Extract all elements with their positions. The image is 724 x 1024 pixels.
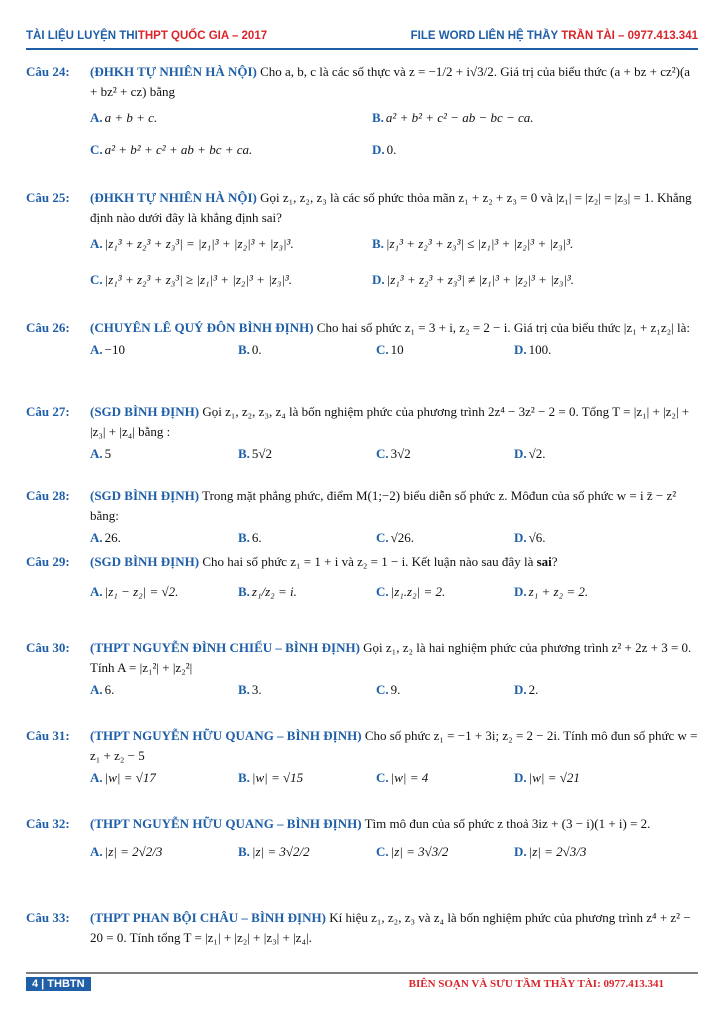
options-row (90, 768, 700, 788)
question-source: (CHUYÊN LÊ QUÝ ĐÔN BÌNH ĐỊNH) (90, 320, 314, 335)
option-d[interactable]: D. z₁ + z₂ = 2. (514, 584, 589, 599)
question-text (90, 908, 700, 948)
option-d[interactable]: D. |z₁³ + z₂³ + z₃³| ≠ |z₁|³ + |z₂|³ + |z₃|³. (372, 272, 575, 287)
options-row-1 (90, 234, 700, 254)
option-d[interactable]: D. √6. (514, 530, 546, 545)
question-stem: Tìm mô đun của số phức z thoả 3iz + (3 − i)(1 + i) = 2. (361, 816, 651, 831)
option-c[interactable]: C. |z| = 3√3/2 (376, 844, 449, 859)
question-emphasis: sai (536, 554, 552, 569)
question-stem: Gọi z₁, z₂, z₃ là các số phức thỏa mãn z₁ + z₂ + z₃ = 0 và |z₁| = |z₂| = |z₃| = 1. Khẳng định nào dưới đây là khẳng định sai? (90, 190, 692, 225)
options-row (90, 340, 700, 360)
option-b[interactable]: B. a² + b² + c² − ab − bc − ca. (372, 110, 534, 125)
question-29 (26, 552, 700, 602)
header-left-b: THPT QUỐC GIA – 2017 (137, 30, 268, 42)
question-number: Câu 26: (26, 320, 70, 335)
question-text (90, 188, 700, 228)
option-b[interactable]: B. z₁/z₂ = i. (238, 584, 297, 599)
question-27 (26, 402, 700, 464)
options-row-2 (90, 270, 700, 290)
option-a[interactable]: A. 26. (90, 530, 121, 545)
options-row-1 (90, 108, 700, 128)
question-number: Câu 28: (26, 488, 70, 503)
option-d[interactable]: D. 100. (514, 342, 552, 357)
question-text (90, 402, 700, 442)
question-source: (SGD BÌNH ĐỊNH) (90, 488, 200, 503)
options-row (90, 582, 700, 602)
option-b[interactable]: B. |z₁³ + z₂³ + z₃³| ≤ |z₁|³ + |z₂|³ + |z₃|³. (372, 236, 574, 251)
option-c[interactable]: C. |w| = 4 (376, 770, 429, 785)
question-stem: Kí hiệu z₁, z₂, z₃ và z₄ là bốn nghiệm phức của phương trình z⁴ + z² − 20 = 0. Tính tổng T = |z₁| + |z₂| + |z₃| + |z₄|. (90, 910, 691, 945)
question-number: Câu 33: (26, 910, 70, 925)
question-stem: Cho hai số phức z₁ = 1 + i và z₂ = 1 − i. Kết luận nào sau đây là (199, 554, 537, 569)
question-stem: Cho hai số phức z₁ = 3 + i, z₂ = 2 − i. Giá trị của biểu thức |z₁ + z₁z₂| là: (313, 320, 690, 335)
option-d[interactable]: D. |z| = 2√3/3 (514, 844, 587, 859)
question-stem: Gọi z₁, z₂ là hai nghiệm phức của phương trình z² + 2z + 3 = 0. Tính A = |z₁²| + |z₂²| (90, 640, 692, 675)
question-source: (THPT NGUYỄN HỮU QUANG – BÌNH ĐỊNH) (90, 728, 362, 743)
question-number: Câu 29: (26, 554, 70, 569)
page-header (26, 30, 698, 48)
option-c[interactable]: C. 10 (376, 342, 404, 357)
header-left-a: TÀI LIỆU LUYỆN THI (26, 30, 138, 42)
option-b[interactable]: B. 3. (238, 682, 262, 697)
options-row (90, 444, 700, 464)
question-source: (THPT PHAN BỘI CHÂU – BÌNH ĐỊNH) (90, 910, 326, 925)
footer-credit: BIÊN SOẠN VÀ SƯU TẦM THẦY TÀI: 0977.413.341 (408, 978, 664, 990)
option-a[interactable]: A. 5 (90, 446, 112, 461)
header-right (411, 30, 698, 42)
question-stem: Trong mặt phẳng phức, điểm M(1;−2) biểu diễn số phức z. Môđun của số phức w = i z̄ − z² bằng: (90, 488, 677, 523)
option-a[interactable]: A. |z₁ − z₂| = √2. (90, 584, 179, 599)
question-30 (26, 638, 700, 700)
option-d[interactable]: D. 0. (372, 142, 397, 157)
question-32 (26, 814, 700, 862)
option-c[interactable]: C. |z₁.z₂| = 2. (376, 584, 446, 599)
options-row-2 (90, 140, 700, 160)
option-b[interactable]: B. 6. (238, 530, 262, 545)
option-a[interactable]: A. |z₁³ + z₂³ + z₃³| = |z₁|³ + |z₂|³ + |z₃|³. (90, 236, 294, 251)
question-text (90, 726, 700, 766)
header-right-b: TRẦN TÀI – 0977.413.341 (561, 30, 698, 42)
question-number: Câu 24: (26, 64, 70, 79)
question-stem: Cho số phức z₁ = −1 + 3i; z₂ = 2 − 2i. Tính mô đun số phức w = z₁ + z₂ − 5 (90, 728, 698, 763)
question-number: Câu 25: (26, 190, 70, 205)
option-c[interactable]: C. a² + b² + c² + ab + bc + ca. (90, 142, 253, 157)
question-number: Câu 32: (26, 816, 70, 831)
option-a[interactable]: A. |w| = √17 (90, 770, 156, 785)
question-25 (26, 188, 700, 290)
question-number: Câu 30: (26, 640, 70, 655)
options-row (90, 528, 700, 548)
question-24 (26, 62, 700, 160)
option-c[interactable]: C. √26. (376, 530, 415, 545)
option-c[interactable]: C. 3√2 (376, 446, 411, 461)
question-source: (SGD BÌNH ĐỊNH) (90, 404, 200, 419)
option-b[interactable]: B. 0. (238, 342, 262, 357)
header-right-a: FILE WORD LIÊN HỆ THẦY (410, 30, 562, 42)
option-a[interactable]: A. 6. (90, 682, 115, 697)
question-source: (THPT NGUYỄN HỮU QUANG – BÌNH ĐỊNH) (90, 816, 362, 831)
question-number: Câu 27: (26, 404, 70, 419)
question-text (90, 486, 700, 526)
question-text (90, 318, 700, 338)
question-31 (26, 726, 700, 788)
question-28 (26, 486, 700, 548)
options-row (90, 680, 700, 700)
option-c[interactable]: C. 9. (376, 682, 401, 697)
question-26 (26, 318, 700, 360)
option-b[interactable]: B. |z| = 3√2/2 (238, 844, 310, 859)
header-divider (26, 48, 698, 50)
option-c[interactable]: C. |z₁³ + z₂³ + z₃³| ≥ |z₁|³ + |z₂|³ + |z₃|³. (90, 272, 293, 287)
option-a[interactable]: A. −10 (90, 342, 125, 357)
question-text (90, 62, 700, 102)
option-b[interactable]: B. 5√2 (238, 446, 273, 461)
question-text (90, 814, 700, 834)
option-d[interactable]: D. 2. (514, 682, 539, 697)
question-number: Câu 31: (26, 728, 70, 743)
question-33 (26, 908, 700, 948)
footer-divider (26, 972, 698, 974)
option-a[interactable]: A. |z| = 2√2/3 (90, 844, 163, 859)
question-stem: Gọi z₁, z₂, z₃, z₄ là bốn nghiệm phức của phương trình 2z⁴ − 3z² − 2 = 0. Tổng T = |z₁| + |z₂| + |z₃| + |z₄| bằng : (90, 404, 690, 439)
option-a[interactable]: A. a + b + c. (90, 110, 158, 125)
question-source: (SGD BÌNH ĐỊNH) (90, 554, 200, 569)
question-source: (ĐHKH TỰ NHIÊN HÀ NỘI) (90, 64, 257, 79)
footer-page-number: 4 | THBTN (26, 977, 91, 991)
question-text (90, 638, 700, 678)
header-left (26, 30, 267, 42)
question-source: (ĐHKH TỰ NHIÊN HÀ NỘI) (90, 190, 257, 205)
options-row (90, 842, 700, 862)
question-source: (THPT NGUYỄN ĐÌNH CHIỂU – BÌNH ĐỊNH) (90, 640, 360, 655)
option-b[interactable]: B. |w| = √15 (238, 770, 304, 785)
option-d[interactable]: D. |w| = √21 (514, 770, 580, 785)
question-text: (SGD BÌNH ĐỊNH) Cho hai số phức z₁ = 1 + i và z₂ = 1 − i. Kết luận nào sau đây là sai? (90, 554, 558, 569)
question-stem: Cho a, b, c là các số thực và z = −1/2 + i√3/2. Giá trị của biểu thức (a + bz + cz²)(a + bz² + cz) bằng (90, 64, 691, 99)
option-d[interactable]: D. √2. (514, 446, 546, 461)
